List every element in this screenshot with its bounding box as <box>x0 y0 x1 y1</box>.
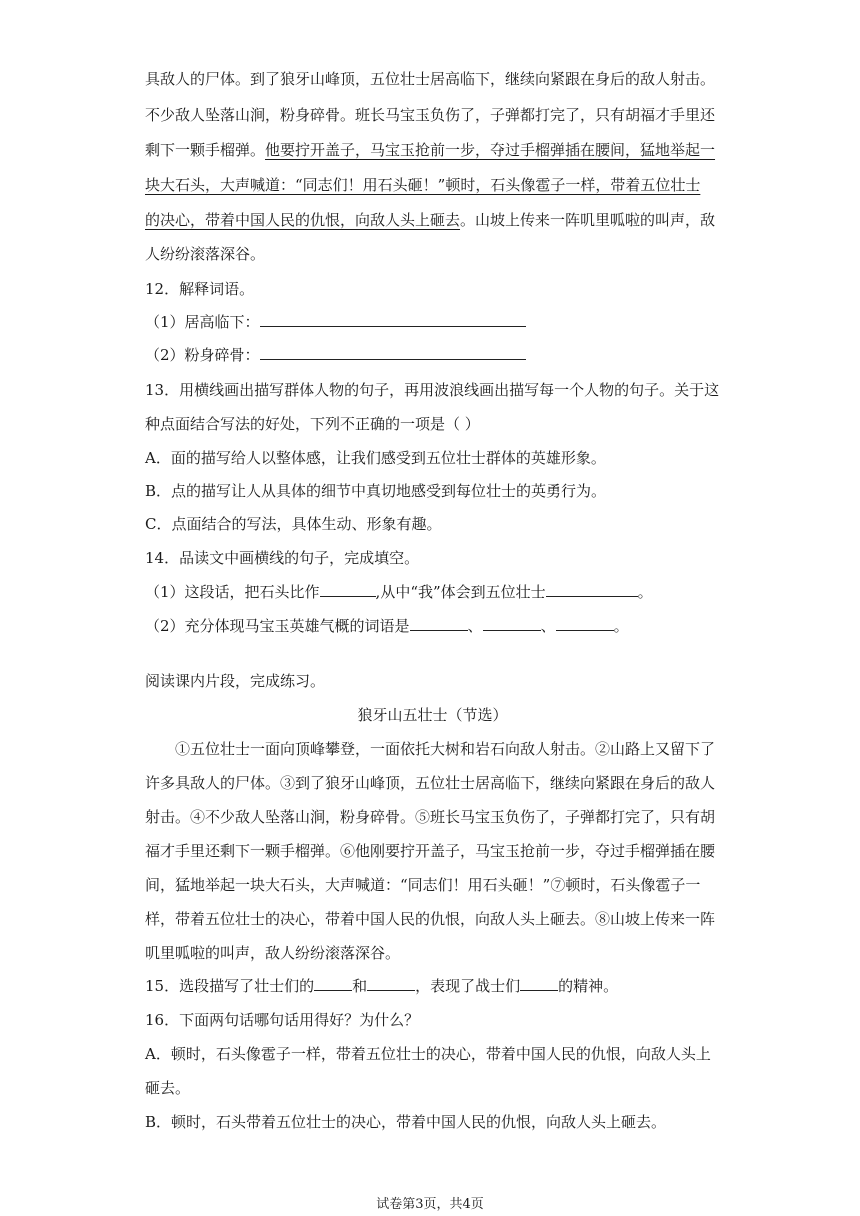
answer-blank[interactable] <box>320 582 376 597</box>
answer-blank[interactable] <box>260 312 526 327</box>
item-label: 。 <box>637 583 653 601</box>
passage-text: 人纷纷滚落深谷。 <box>145 245 266 263</box>
passage-line <box>145 105 720 125</box>
passage-text: 不少敌人坠落山涧，粉身碎骨。班长马宝玉负伤了，子弹都打完了，只有胡福才手里还 <box>145 106 716 124</box>
answer-blank[interactable] <box>260 345 526 360</box>
answer-blank[interactable] <box>367 976 415 991</box>
question-12-item-1 <box>145 312 720 332</box>
question-16-option-b <box>145 1112 720 1132</box>
question-16-option-a-cont <box>145 1078 720 1098</box>
separator: 、 <box>467 617 483 635</box>
answer-blank[interactable] <box>314 976 352 991</box>
page-footer <box>0 1193 860 1212</box>
reading-intro <box>145 671 720 691</box>
reading-text: 样，带着五位壮士的决心，带着中国人民的仇恨，向敌人头上砸去。⑧山坡上传来一阵 <box>145 910 716 928</box>
question-text: 16．下面两句话哪句话用得好？为什么？ <box>145 1011 420 1029</box>
question-14-item-1 <box>145 582 720 602</box>
question-16-option-a <box>145 1044 720 1064</box>
option-text: B．点的描写让人从具体的细节中真切地感受到每位壮士的英勇行为。 <box>145 482 607 500</box>
passage-text: 具敌人的尸体。到了狼牙山峰顶，五位壮士居高临下，继续向紧跟在身后的敌人射击。 <box>145 70 716 88</box>
reading-text: 许多具敌人的尸体。③到了狼牙山峰顶，五位壮士居高临下，继续向紧跟在身后的敌人 <box>145 774 716 792</box>
option-text: C．点面结合的写法，具体生动、形象有趣。 <box>145 515 442 533</box>
item-label: （2）粉身碎骨： <box>145 346 260 364</box>
answer-blank[interactable] <box>546 582 638 597</box>
reading-text: 叽里呱啦的叫声，敌人纷纷滚落深谷。 <box>145 944 401 962</box>
underlined-sentence: 他要拧开盖子，马宝玉抢前一步，夺过手榴弹插在腰间，猛地举起一 <box>265 141 716 159</box>
passage-text: 剩下一颗手榴弹。 <box>145 141 266 159</box>
separator: 、 <box>540 617 556 635</box>
question-text: 和 <box>352 977 368 995</box>
question-12-item-2 <box>145 345 720 365</box>
reading-text: 射击。④不少敌人坠落山涧，粉身碎骨。⑤班长马宝玉负伤了，子弹都打完了，只有胡 <box>145 808 716 826</box>
reading-title <box>145 705 720 725</box>
passage-text: 。山坡上传来一阵叽里呱啦的叫声，敌 <box>460 211 716 229</box>
question-12-stem <box>145 279 720 299</box>
answer-blank[interactable] <box>520 976 558 991</box>
item-label: （1）居高临下： <box>145 313 260 331</box>
reading-line <box>145 739 720 759</box>
underlined-sentence: 的决心，带着中国人民的仇恨，向敌人头上砸去 <box>145 211 461 229</box>
question-13-option-c[interactable] <box>145 514 720 534</box>
answer-blank[interactable] <box>556 616 614 631</box>
question-text: 12．解释词语。 <box>145 280 255 298</box>
option-text: A．顿时，石头像雹子一样，带着五位壮士的决心，带着中国人民的仇恨，向敌人头上 <box>145 1045 711 1063</box>
passage-line <box>145 244 720 264</box>
reading-line <box>145 807 720 827</box>
question-13-option-b[interactable] <box>145 481 720 501</box>
reading-text: ①五位壮士一面向顶峰攀登，一面依托大树和岩石向敌人射击。②山路上又留下了 <box>175 740 716 758</box>
reading-line <box>145 909 720 929</box>
question-14-item-2 <box>145 616 720 636</box>
reading-line <box>145 875 720 895</box>
title-text: 狼牙山五壮士（节选） <box>357 706 508 724</box>
passage-line <box>145 69 720 89</box>
passage-line <box>145 140 720 160</box>
reading-line <box>145 943 720 963</box>
passage-line <box>145 175 720 195</box>
question-13-stem <box>145 414 720 434</box>
item-label: 。 <box>613 617 629 635</box>
option-text: A．面的描写给人以整体感，让我们感受到五位壮士群体的英雄形象。 <box>145 449 606 467</box>
question-16-stem <box>145 1010 720 1030</box>
section-text: 阅读课内片段，完成练习。 <box>145 672 326 690</box>
question-text: 的精神。 <box>558 977 619 995</box>
question-13-stem <box>145 380 720 400</box>
option-text: 砸去。 <box>145 1079 191 1097</box>
answer-blank[interactable] <box>483 616 541 631</box>
question-15 <box>145 976 720 996</box>
answer-blank[interactable] <box>410 616 468 631</box>
reading-line <box>145 773 720 793</box>
item-label: （2）充分体现马宝玉英雄气概的词语是 <box>145 617 410 635</box>
question-text: 13．用横线画出描写群体人物的句子，再用波浪线画出描写每一个人物的句子。关于这 <box>145 381 720 399</box>
question-13-option-a[interactable] <box>145 448 720 468</box>
question-14-stem <box>145 548 720 568</box>
question-text: 15．选段描写了壮士们的 <box>145 977 315 995</box>
reading-text: 福才手里还剩下一颗手榴弹。⑥他刚要拧开盖子，马宝玉抢前一步，夺过手榴弹插在腰 <box>145 842 716 860</box>
reading-text: 间，猛地举起一块大石头，大声喊道：“同志们！用石头砸！”⑦顿时，石头像雹子一 <box>145 876 701 894</box>
item-label: （1）这段话，把石头比作 <box>145 583 320 601</box>
passage-line <box>145 210 720 230</box>
page-number: 试卷第3页，共4页 <box>376 1197 484 1212</box>
question-text: 14．品读文中画横线的句子，完成填空。 <box>145 549 420 567</box>
question-text: 种点面结合写法的好处，下列不正确的一项是（ ） <box>145 415 480 433</box>
question-text: ，表现了战士们 <box>415 977 521 995</box>
option-text: B．顿时，石头带着五位壮士的决心，带着中国人民的仇恨，向敌人头上砸去。 <box>145 1113 667 1131</box>
underlined-sentence: 块大石头，大声喊道：“同志们！用石头砸！”顿时，石头像雹子一样，带着五位壮士 <box>145 176 701 194</box>
reading-line <box>145 841 720 861</box>
item-label: ,从中“我”体会到五位壮士 <box>375 583 546 601</box>
